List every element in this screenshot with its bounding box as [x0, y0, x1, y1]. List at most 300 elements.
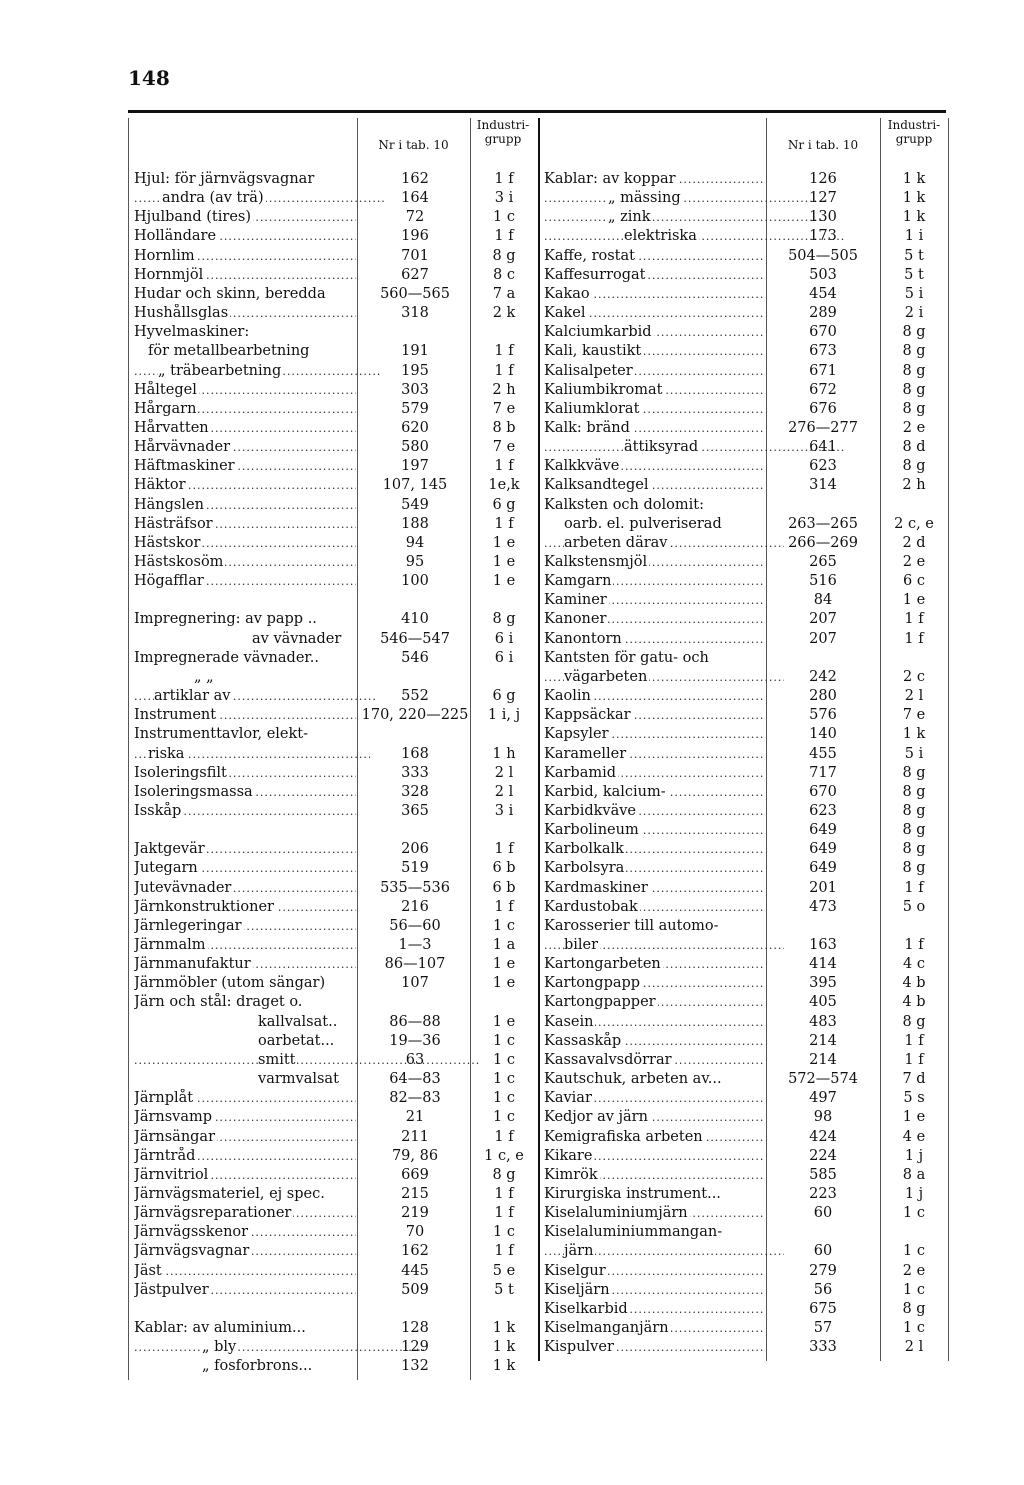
index-entry: [538, 898, 946, 917]
entry-name: [544, 476, 764, 495]
entry-name-text: Karbidkväve: [544, 802, 637, 819]
entry-name-text: Isoleringsfilt: [134, 764, 227, 781]
entry-name-text: Järnvägsskenor: [134, 1224, 249, 1241]
index-entry: [128, 342, 536, 361]
entry-name-text: arbeten därav: [564, 534, 668, 551]
entry-name: [134, 802, 356, 821]
entry-name: [544, 266, 764, 285]
entry-name-text: Kiseljärn: [544, 1281, 610, 1298]
entry-name-text: Järnsvamp: [134, 1109, 213, 1126]
entry-table-number: 94: [405, 534, 425, 551]
entry-name-text: Järnlegeringar: [134, 917, 242, 934]
entry-name-text: vägarbeten: [564, 668, 648, 685]
index-entry: [128, 898, 536, 917]
entry-industry-group: 8 g: [902, 783, 926, 800]
entry-industry-group: 8 g: [492, 1166, 516, 1183]
entry-table-number: 701: [401, 247, 429, 264]
entry-name-text: Hårvatten: [134, 419, 209, 436]
entry-table-number: 572—574: [788, 1071, 858, 1088]
entry-industry-group: 1 c: [493, 1224, 515, 1241]
entry-industry-group: 1 c: [493, 1090, 515, 1107]
entry-name: [544, 668, 784, 687]
entry-name: [134, 783, 356, 802]
entry-industry-group: 4 c: [903, 956, 925, 973]
entry-name: [134, 668, 416, 687]
entry-name-text: Kasein: [544, 1013, 594, 1030]
entry-industry-group: 1 c, e: [484, 1147, 524, 1164]
grupp-header-line1: Industri-: [476, 118, 530, 132]
entry-industry-group: 1 f: [494, 898, 514, 915]
entry-name: [544, 1032, 764, 1051]
entry-name-text: Hudar och skinn, beredda: [134, 285, 326, 302]
entry-industry-group: 1 f: [904, 879, 924, 896]
index-entry: [128, 668, 536, 687]
index-entry: [128, 304, 536, 323]
index-entry: [128, 879, 536, 898]
entry-name-text: „ bly: [202, 1339, 237, 1356]
entry-name: [134, 438, 356, 457]
index-entry: [538, 668, 946, 687]
entry-industry-group: 1 f: [904, 630, 924, 647]
entry-table-number: 19—36: [389, 1032, 441, 1049]
entry-name-text: Kardustobak: [544, 898, 638, 915]
right-border-line: [948, 118, 949, 1361]
index-entry: [538, 285, 946, 304]
index-entry: [128, 706, 536, 725]
entry-table-number: 57: [813, 1320, 833, 1336]
entry-name-text: Järnvitriol: [134, 1166, 209, 1183]
entry-table-number: 191: [401, 343, 429, 360]
entry-name: [134, 974, 356, 993]
entry-industry-group: 1 c: [903, 1205, 925, 1222]
entry-name: [134, 1166, 356, 1185]
entry-name: [544, 362, 764, 381]
index-entry: [538, 304, 946, 323]
entry-table-number: 314: [809, 477, 837, 494]
entry-name: [544, 247, 764, 266]
entry-name-text: [134, 592, 136, 608]
entry-industry-group: 7 e: [902, 707, 926, 724]
entry-industry-group: 1 f: [494, 458, 514, 475]
entry-industry-group: 2 e: [902, 419, 926, 436]
entry-name: [134, 515, 356, 534]
index-entry: [128, 630, 536, 649]
entry-industry-group: 2 i: [904, 305, 924, 322]
index-entry: [128, 285, 536, 304]
entry-name-text: Kalksten och dolomit:: [544, 496, 704, 513]
entry-table-number: 675: [809, 1300, 837, 1317]
entry-industry-group: 1 c: [903, 1320, 925, 1336]
entry-table-number: 130: [809, 209, 837, 226]
entry-table-number: 63: [405, 1051, 425, 1068]
entry-industry-group: 5 i: [904, 285, 924, 302]
entry-table-number: 333: [809, 1339, 837, 1356]
entry-table-number: 333: [401, 764, 429, 781]
entry-industry-group: 5 o: [902, 898, 926, 915]
entry-name-text: Kedjor av järn: [544, 1109, 648, 1126]
entry-name-text: Jutegarn: [134, 860, 198, 877]
entry-table-number: 623: [809, 458, 837, 475]
entry-table-number: 519: [401, 860, 429, 877]
entry-name-text: Hästräfsor: [134, 515, 213, 532]
entry-industry-group: 6 g: [492, 688, 516, 705]
entry-name: [134, 821, 356, 840]
index-entry: [538, 1319, 946, 1338]
index-entry: [128, 974, 536, 993]
entry-name-text: Kantsten för gatu- och: [544, 649, 709, 666]
entry-name-text: Hårvävnader: [134, 439, 231, 456]
entry-table-number: 365: [401, 802, 429, 819]
entry-industry-group: 1 i: [904, 228, 924, 245]
index-entry: [538, 936, 946, 955]
index-entry: [128, 227, 536, 246]
entry-name-text: Järnmalm: [134, 937, 206, 953]
entry-industry-group: 1 c: [903, 1281, 925, 1298]
index-entry: [538, 496, 946, 515]
entry-name: [134, 1242, 356, 1261]
entry-name-text: Kali, kaustikt: [544, 343, 642, 360]
index-entry: [538, 1108, 946, 1127]
entry-industry-group: 1 e: [492, 975, 516, 992]
entry-name-text: Kartongarbeten: [544, 956, 661, 973]
entry-industry-group: 8 g: [902, 764, 926, 781]
entry-industry-group: 1 f: [904, 1032, 924, 1049]
entry-industry-group: 1 c: [493, 209, 515, 226]
entry-name: [134, 706, 356, 725]
entry-industry-group: 1 k: [902, 171, 926, 187]
entry-name-text: Kartongpapper: [544, 994, 656, 1011]
entry-table-number: 318: [401, 305, 429, 322]
entry-table-number: 263—265: [788, 515, 858, 532]
entry-industry-group: 3 i: [494, 802, 514, 819]
entry-industry-group: 7 e: [492, 400, 516, 417]
entry-name-text: Häftmaskiner: [134, 458, 235, 475]
entry-table-number: 579: [401, 400, 429, 417]
index-entry: [538, 821, 946, 840]
entry-name-text: Karosserier till automo-: [544, 917, 719, 934]
entry-name: [134, 170, 356, 189]
index-entry: [538, 1128, 946, 1147]
index-entry: [538, 1204, 946, 1223]
entry-industry-group: 8 d: [902, 439, 926, 456]
entry-table-number: 414: [809, 956, 837, 973]
entry-table-number: 132: [401, 1358, 429, 1375]
index-entry: [128, 515, 536, 534]
index-entry: [538, 362, 946, 381]
entry-table-number: 223: [809, 1185, 837, 1202]
index-entry: [538, 687, 946, 706]
entry-name: [134, 285, 356, 304]
entry-name: [134, 1281, 356, 1300]
entry-name: [134, 400, 356, 419]
entry-name-text: „ zink: [608, 209, 651, 226]
entry-industry-group: 5 i: [904, 745, 924, 762]
entry-industry-group: 1 i, j: [487, 707, 521, 724]
entry-name: [134, 419, 356, 438]
entry-name-text: Instrumenttavlor, elekt-: [134, 726, 308, 743]
index-entry: [538, 381, 946, 400]
nr-header: Nr i tab. 10: [378, 138, 449, 152]
entry-name-text: Kapsyler: [544, 726, 609, 743]
entry-industry-group: 8 a: [902, 1166, 926, 1183]
entry-name: [134, 840, 356, 859]
entry-name-text: Impregnering: av papp ..: [134, 611, 317, 628]
entry-table-number: 717: [809, 764, 837, 781]
entry-name: [544, 764, 764, 783]
entry-name: [134, 534, 356, 553]
entry-table-number: 266—269: [788, 534, 858, 551]
entry-name-text: „ „: [194, 668, 214, 685]
entry-table-number: 672: [809, 381, 837, 398]
entry-table-number: 162: [401, 171, 429, 187]
entry-industry-group: 8 g: [902, 1013, 926, 1030]
entry-table-number: 173: [809, 228, 837, 245]
entry-industry-group: 5 t: [904, 247, 924, 264]
entry-industry-group: 2 l: [494, 783, 514, 800]
entry-name: [544, 285, 764, 304]
entry-name-text: [134, 822, 136, 838]
entry-industry-group: 6 b: [492, 860, 516, 877]
entry-name: [544, 1319, 764, 1338]
entry-industry-group: 5 s: [903, 1090, 925, 1107]
entry-industry-group: 8 g: [902, 860, 926, 877]
index-entry: [538, 1089, 946, 1108]
entry-name: [544, 170, 764, 189]
index-entry: [538, 266, 946, 285]
entry-name-text: Kalciumkarbid: [544, 324, 652, 341]
entry-name: [134, 745, 370, 764]
index-entry: [538, 783, 946, 802]
index-entry: [538, 553, 946, 572]
index-entry: [128, 1242, 536, 1261]
index-entry: [128, 457, 536, 476]
entry-name: [544, 304, 764, 323]
entry-name-text: Kiselgur: [544, 1262, 606, 1279]
index-entry: [128, 170, 536, 189]
index-entry: [128, 266, 536, 285]
entry-name: [134, 227, 356, 246]
entry-name-text: Kalk: bränd: [544, 419, 630, 436]
index-entry: [128, 534, 536, 553]
index-entry: [538, 879, 946, 898]
entry-name-text: Kartongpapp: [544, 975, 641, 992]
entry-industry-group: 1 e: [492, 554, 516, 570]
entry-name: [134, 1089, 356, 1108]
entry-industry-group: 6 i: [494, 649, 514, 666]
entry-table-number: 504—505: [788, 247, 858, 264]
entry-name: [134, 266, 356, 285]
entry-industry-group: 1 f: [494, 515, 514, 532]
entry-name-text: Kamgarn: [544, 573, 612, 590]
entry-name-text: Kiselkarbid: [544, 1300, 628, 1317]
entry-name: [544, 802, 764, 821]
entry-industry-group: 5 t: [494, 1281, 514, 1298]
grupp-header: [470, 118, 536, 166]
entry-name: [544, 1338, 764, 1357]
entry-industry-group: 1 c: [493, 1109, 515, 1126]
entry-table-number: 164: [401, 190, 429, 207]
entry-name-text: Hjulband (tires): [134, 209, 252, 226]
entry-table-number: 84: [813, 592, 833, 609]
index-entry: [128, 859, 536, 878]
entry-name-text: Kalkstensmjöl: [544, 554, 648, 570]
entry-table-number: 170, 220—225: [361, 707, 469, 724]
entry-name-text: Isskåp: [134, 802, 182, 819]
entry-industry-group: 1 j: [904, 1147, 924, 1164]
index-entry: [128, 955, 536, 974]
entry-name-text: kallvalsat..: [258, 1013, 338, 1030]
entry-name: [544, 1013, 764, 1032]
entry-table-number: 197: [401, 458, 429, 475]
index-entry: [128, 649, 536, 668]
entry-table-number: 410: [401, 611, 429, 628]
index-entry: [538, 1013, 946, 1032]
entry-industry-group: 1 f: [904, 1051, 924, 1068]
entry-table-number: 60: [813, 1205, 833, 1222]
entry-name: [134, 496, 356, 515]
entry-industry-group: 4 e: [902, 1128, 926, 1145]
index-entry: [538, 917, 946, 936]
entry-table-number: 497: [809, 1090, 837, 1107]
entry-name: [544, 898, 764, 917]
entry-name: [544, 1108, 764, 1127]
entry-name-text: Karbid, kalcium-: [544, 783, 666, 800]
entry-name: [544, 1300, 764, 1319]
index-entry: [538, 189, 946, 208]
entry-table-number: 82—83: [389, 1090, 441, 1107]
entry-industry-group: 1 f: [494, 1185, 514, 1202]
entry-table-number: 1—3: [398, 937, 432, 953]
entry-table-number: 676: [809, 400, 837, 417]
index-entry: [128, 1223, 536, 1242]
entry-name-text: Kautschuk, arbeten av...: [544, 1071, 722, 1088]
index-entry: [128, 1032, 536, 1051]
entry-name: [134, 955, 356, 974]
entry-name: [544, 1204, 764, 1223]
entry-name-text: Järntråd: [134, 1147, 196, 1164]
entry-table-number: 79, 86: [391, 1147, 439, 1164]
index-entry: [128, 993, 536, 1012]
grupp-header-right-line2: grupp: [895, 132, 933, 146]
entry-table-number: 576: [809, 707, 837, 724]
entry-industry-group: 8 g: [902, 362, 926, 379]
index-entry: [128, 1357, 536, 1376]
entry-name: [544, 534, 784, 553]
entry-industry-group: 1 f: [494, 1128, 514, 1145]
entry-name-text: Kassavalvsdörrar: [544, 1051, 672, 1068]
entry-name: [134, 1223, 356, 1242]
entry-name: [134, 1147, 356, 1166]
index-entry: [128, 1128, 536, 1147]
entry-name-text: Kaffesurrogat: [544, 266, 646, 283]
entry-name-text: Hårgarn: [134, 400, 197, 417]
entry-industry-group: 1 h: [492, 745, 516, 762]
entry-name: [134, 993, 356, 1012]
entry-industry-group: 1 f: [494, 362, 514, 379]
entry-name-text: „ träbearbetning: [158, 362, 282, 379]
entry-industry-group: 1 k: [492, 1339, 516, 1356]
entry-table-number: 503: [809, 266, 837, 283]
entry-name-text: Järnvägsvagnar: [134, 1243, 250, 1260]
entry-name: [134, 323, 356, 342]
entry-name: [544, 955, 764, 974]
entry-name: [544, 917, 764, 936]
entry-table-number: 127: [809, 190, 837, 207]
entry-table-number: 516: [809, 573, 837, 590]
entry-name-text: riska: [148, 745, 185, 762]
entry-name: [134, 725, 356, 744]
entry-name: [134, 208, 356, 227]
entry-name: [134, 1319, 356, 1338]
entry-name-text: [134, 1301, 136, 1317]
entry-industry-group: 1e,k: [488, 477, 520, 494]
entry-name: [134, 687, 376, 706]
entry-table-number: 100: [401, 573, 429, 590]
entry-name-text: elektriska: [624, 228, 697, 245]
entry-table-number: 671: [809, 362, 837, 379]
index-entry: [538, 400, 946, 419]
entry-table-number: 211: [401, 1128, 429, 1145]
entry-table-number: 56: [813, 1281, 833, 1298]
entry-name-text: Hornmjöl: [134, 266, 204, 283]
index-entry: [538, 1166, 946, 1185]
entry-table-number: 585: [809, 1166, 837, 1183]
entry-table-number: 107: [401, 975, 429, 992]
index-entry: [538, 515, 946, 534]
entry-name-text: Järnmanufaktur: [134, 956, 251, 973]
index-entry: [538, 1281, 946, 1300]
entry-name: [134, 572, 356, 591]
index-entry: [538, 419, 946, 438]
index-entry: [128, 1185, 536, 1204]
entry-name: [134, 879, 356, 898]
entry-table-number: 289: [809, 305, 837, 322]
index-entry: [538, 438, 946, 457]
entry-industry-group: 1 e: [492, 534, 516, 551]
entry-table-number: 214: [809, 1051, 837, 1068]
entry-table-number: 509: [401, 1281, 429, 1298]
index-entry: [538, 1300, 946, 1319]
index-entry: [538, 170, 946, 189]
entry-table-number: 552: [401, 688, 429, 705]
entry-table-number: 214: [809, 1032, 837, 1049]
entry-table-number: 72: [405, 209, 425, 226]
entry-industry-group: 2 h: [902, 477, 926, 494]
entry-table-number: 649: [809, 860, 837, 877]
entry-name-text: Kalksandtegel: [544, 477, 649, 494]
index-entry: [538, 1070, 946, 1089]
entry-name: [134, 342, 370, 361]
entry-table-number: 424: [809, 1128, 837, 1145]
entry-name-text: Isoleringsmassa: [134, 783, 253, 800]
entry-name: [134, 457, 356, 476]
entry-industry-group: 1 f: [494, 841, 514, 858]
entry-table-number: 64—83: [389, 1071, 441, 1088]
entry-name-text: Järnvägsreparationer: [134, 1205, 292, 1222]
entry-industry-group: 8 g: [902, 458, 926, 475]
entry-name: [134, 1300, 356, 1319]
entry-industry-group: 8 c: [493, 266, 515, 283]
entry-name: [544, 1166, 764, 1185]
index-entry: [128, 438, 536, 457]
entry-name-text: Kispulver: [544, 1339, 614, 1356]
entry-name-text: Kappsäckar: [544, 707, 631, 724]
entry-table-number: 546—547: [380, 630, 450, 647]
entry-name-text: Järnmöbler (utom sängar): [134, 975, 326, 992]
entry-industry-group: 1 j: [904, 1185, 924, 1202]
index-entry: [538, 247, 946, 266]
index-entry: [538, 1242, 946, 1261]
